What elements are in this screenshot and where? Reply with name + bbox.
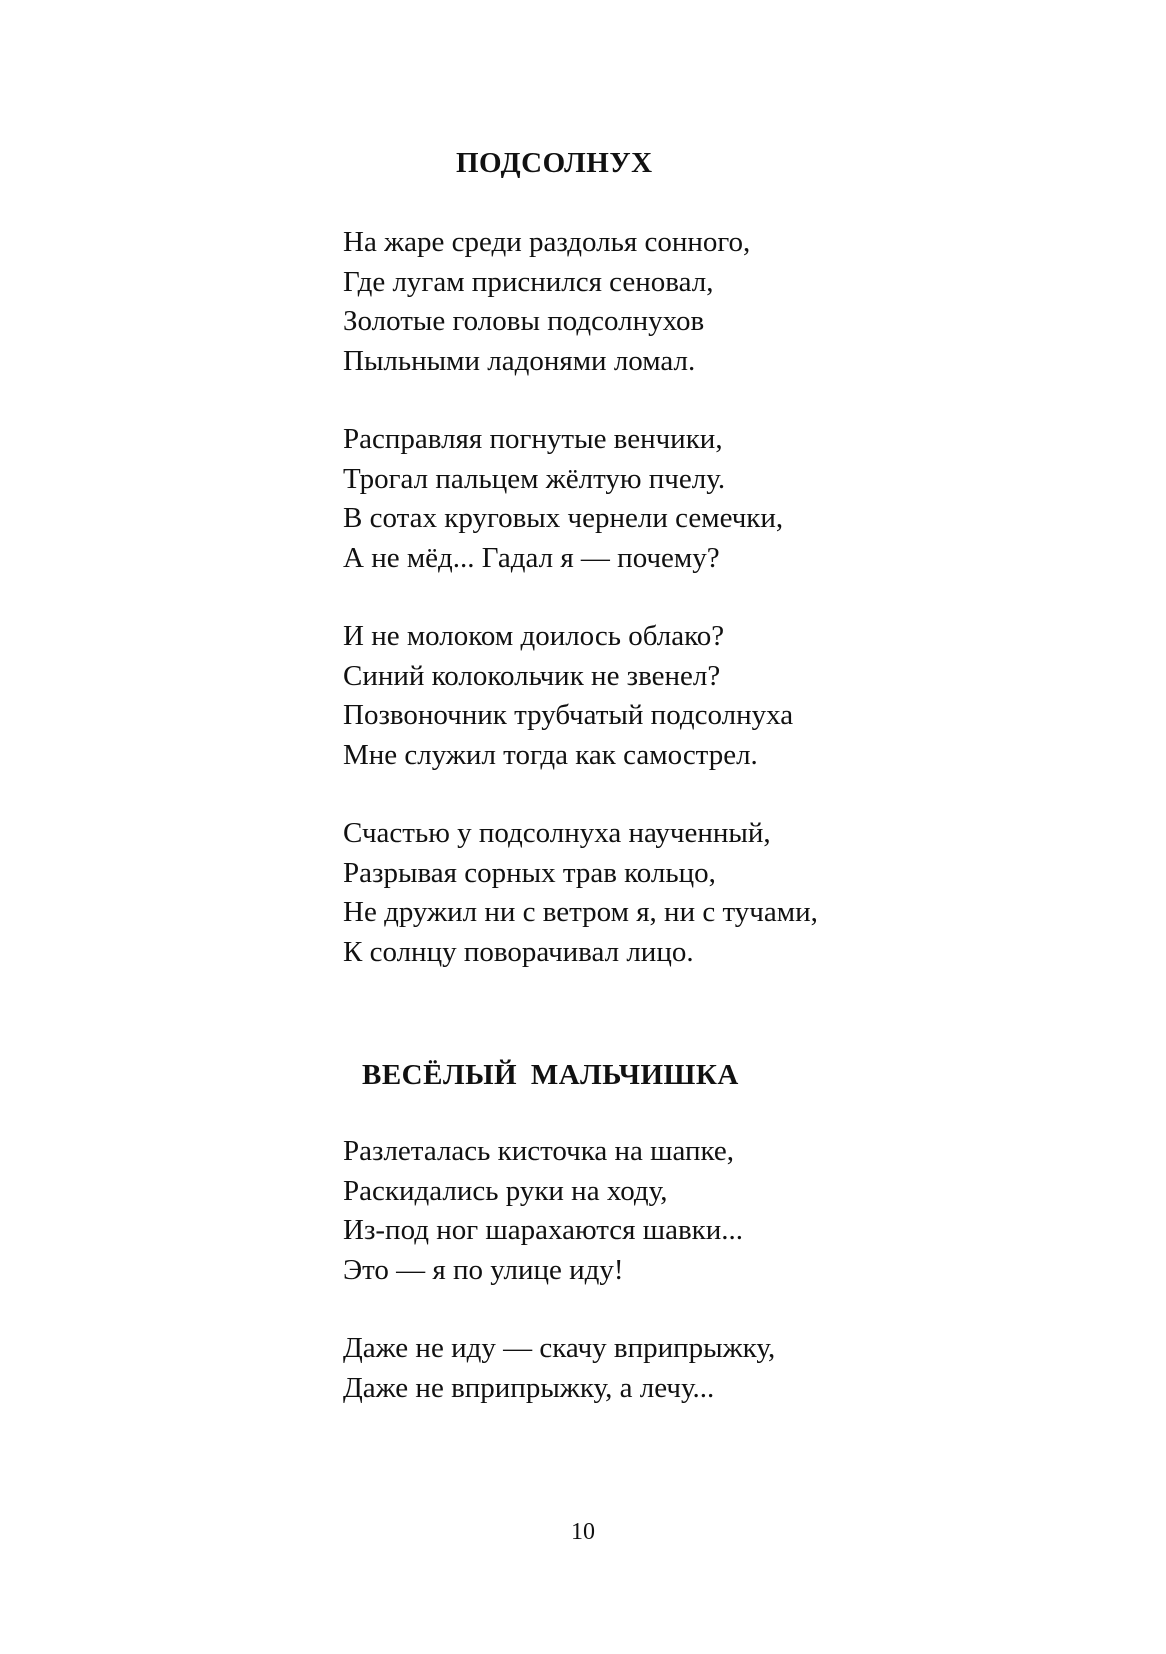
poem-line: В сотах круговых чернели семечки,: [343, 502, 784, 534]
poem-line: К солнцу поворачивал лицо.: [343, 935, 694, 968]
poem-line: Позвоночник трубчатый подсолнуха: [343, 699, 794, 731]
poem-line: Даже не вприпрыжку, а лечу...: [343, 1371, 715, 1404]
stanza: [343, 617, 793, 775]
poem-line: Мне служил тогда как самострел.: [343, 738, 758, 771]
poem-line: И не молоком доилось облако?: [343, 620, 725, 652]
poem-line: Не дружил ни с ветром я, ни с тучами,: [343, 896, 818, 928]
poem-line: Из-под ног шарахаются шавки...: [343, 1214, 743, 1246]
poem-line: Даже не иду — скачу вприпрыжку,: [343, 1332, 776, 1364]
poem-line: Пыльными ладонями ломал.: [343, 344, 696, 377]
poem-line: Трогал пальцем жёлтую пчелу.: [343, 462, 726, 495]
poem-line: Разлеталась кисточка на шапке,: [343, 1135, 734, 1167]
stanza: [343, 1132, 743, 1290]
page-number: 10: [571, 1519, 595, 1545]
poem-line: А не мёд... Гадал я — почему?: [343, 541, 720, 574]
poem-line: Золотые головы подсолнухов: [343, 305, 705, 337]
poem-line: Синий колокольчик не звенел?: [343, 659, 721, 692]
stanza: [343, 814, 818, 972]
poem-line: Где лугам приснился сеновал,: [343, 265, 714, 298]
poem-line: Расправляя погнутые венчики,: [343, 423, 723, 455]
stanza: [343, 420, 783, 578]
poem-line: Это — я по улице иду!: [343, 1253, 624, 1286]
stanza: [343, 223, 750, 381]
poem-line: Счастью у подсолнуха наученный,: [343, 817, 771, 849]
stanza: [343, 1329, 775, 1408]
poem-line: На жаре среди раздолья сонного,: [343, 226, 751, 258]
poem-title-sunflower: ПОДСОЛНУХ: [456, 147, 653, 179]
poem-title-cheerful-boy: ВЕСЁЛЫЙ МАЛЬЧИШКА: [362, 1059, 739, 1091]
poem-line: Разрывая сорных трав кольцо,: [343, 856, 716, 889]
poem-line: Раскидались руки на ходу,: [343, 1174, 668, 1207]
